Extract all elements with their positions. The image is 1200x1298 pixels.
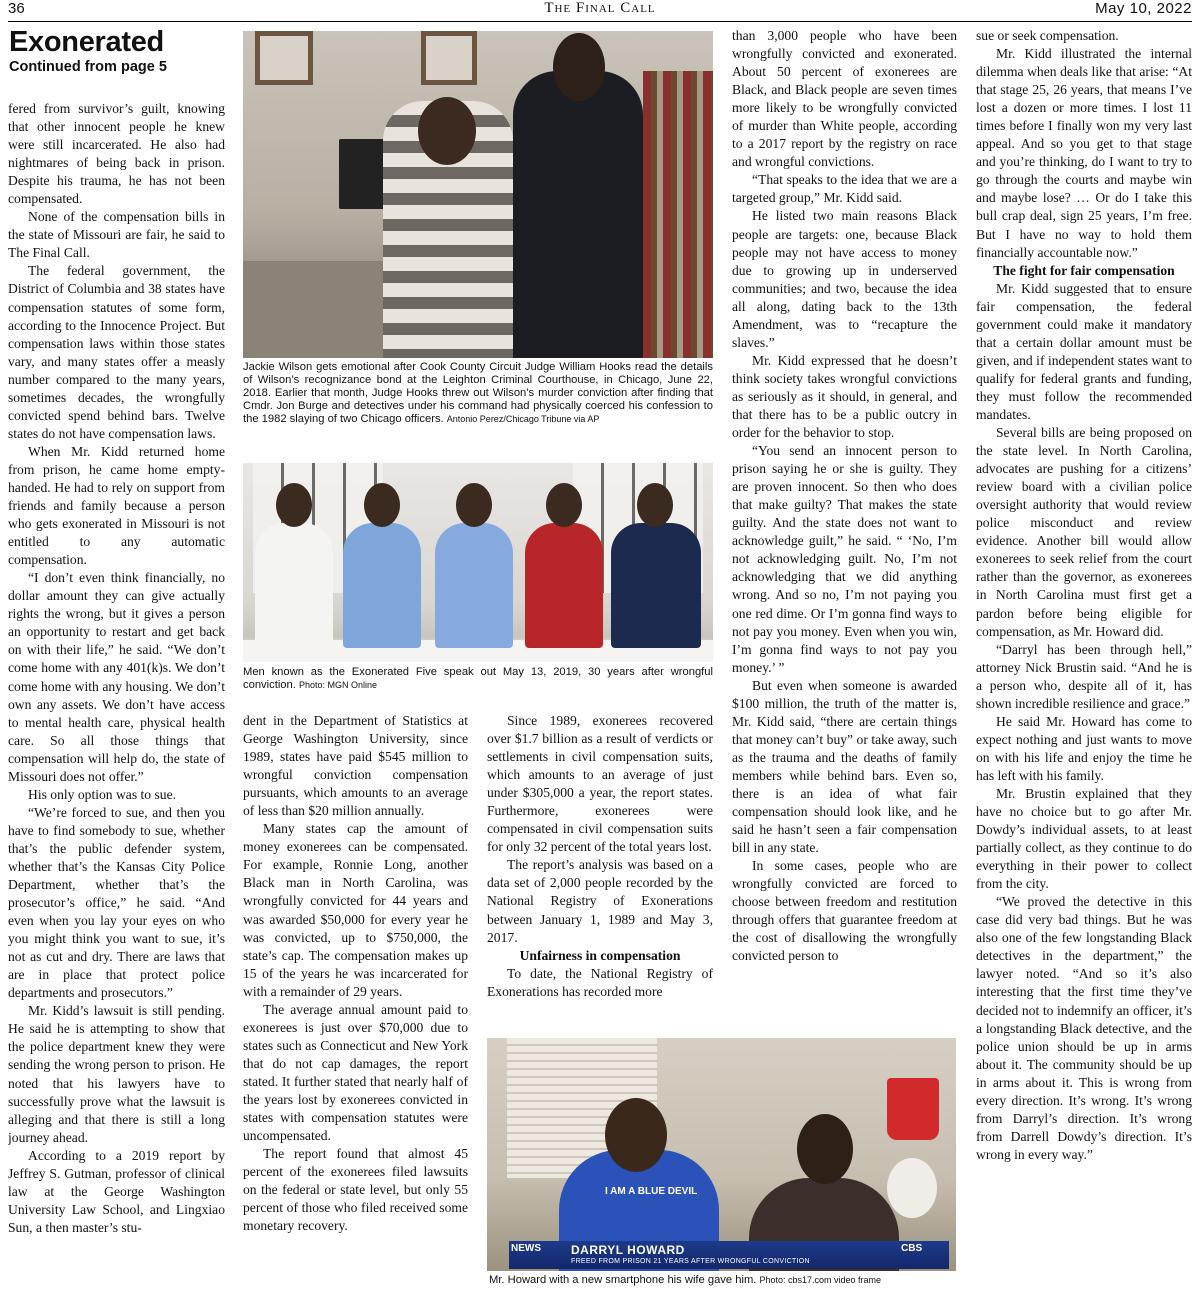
person: [525, 523, 603, 648]
article-column-2: [243, 712, 468, 1295]
officer-head: [553, 33, 605, 101]
photo1-caption: Jackie Wilson gets emotional after Cook County Circuit Judge William Hooks read the details of Wilson’s recognizance bond at the Leighton Criminal Courthouse, in Chicago, June 22, 2018. Earlier that month, Judge Hooks threw out Wilson’s murder conviction after finding that Cmdr. Jon Burge and detectives under his command had physically coerced his confession to the 1982 slaying of two Chicago officers. Antonio Perez/Chicago Tribune via AP: [243, 361, 713, 425]
page-header: [8, 0, 1192, 22]
paragraph: Many states cap the amount of money exonerees can be compensated. For example, Ronnie Long, another Black man in North Carolina, was wrongfully convicted for 44 years and was awarded $50,000 for every year he was convicted, up to $750,000, the state’s cap. The compensation makes up 15 of the years he was incarcerated for with a remainder of 29 years.: [243, 821, 468, 999]
paragraph: “You send an innocent person to prison saying he or she is guilty. They are proven innocent. So then who does that make guilty? That makes the state guilty. And the state does not want to acknowledge guilt,” he said. “ ‘No, I’m not acknowledging guilt. No, I’m not acknowledging that we did anything wrong. And so no, I’m not paying you one red dime. Or I’m gonna find ways to not pay you money. Even when you win, I’m gonna find ways to not pay you money.’ ”: [732, 443, 957, 675]
paragraph: The federal government, the District of Columbia and 38 states have compensation statutes of some form, according to the Innocence Project. But compensation laws within those states vary, and many states offer a measly number compared to the many years, sometimes decades, the wrongfully convicted spend behind bars. Twelve states do not have compensation laws.: [8, 263, 225, 441]
jackie-wilson-head: [418, 97, 476, 165]
exonerated-five-photo: [243, 463, 713, 662]
paragraph: But even when someone is awarded $100 million, the truth of the matter is, Mr. Kidd said, “there are certain things that money can’t buy” or take away, such as the trauma and the deaths of family members while behind bars. Even so, there is an idea of what fair compensation should look like, and he said he hasn’t seen a fair compensation bill in any state.: [732, 677, 957, 856]
paragraph: dent in the Department of Statistics at George Washington University, since 1989, states have paid $545 million to wrongful conviction compensation pursuants, which amounts to an average of less than $20 million annually.: [243, 713, 468, 819]
paragraph: None of the compensation bills in the state of Missouri are fair, he said to The Final Call.: [8, 209, 225, 261]
article-column-4: [732, 27, 957, 1023]
person-head: [364, 483, 400, 527]
paragraph: Since 1989, exonerees recovered over $1.7 billion as a result of verdicts or settlements in civil compensation suits, which amounts to an average of just under $305,000 a year, the report states. Furthermore, exonerees were compensated in civil compensation suits for only 32 percent of the total years lost.: [487, 713, 713, 855]
person: [255, 523, 333, 648]
cbs-logo: CBS: [901, 1243, 923, 1254]
paragraph: fered from survivor’s guilt, knowing that other innocent people he knew were still incarcerated. He also had nightmares of being back in prison. Despite his trauma, he has not been compensated.: [8, 101, 225, 207]
paragraph: Several bills are being proposed on the state level. In North Carolina, advocates are pushing for a citizens’ review board with a civilian police oversight authority that would review police misconduct and review evidence. Another bill would allow exonerees to seek relief from the court rather than the governor, as exonerees in North Carolina must first get a pardon before being eligible for compensation, as Mr. Howard did.: [976, 425, 1192, 639]
photo3-caption: Mr. Howard with a new smartphone his wife gave him. Photo: cbs17.com video frame: [489, 1274, 882, 1286]
person-head: [637, 483, 673, 527]
article-column-3: [487, 712, 713, 1024]
paragraph: Mr. Kidd illustrated the internal dilemma when deals like that arise: “At that stage 25, 26 years, that means I’ve lost a dozen or more times. I lost 11 times before I finally won my very last appeal. And so you get to that stage and you’re thinking, do I want to try to go through the courts and maybe win and maybe lose? … Or do I take this bull crap deal, sign 25 years, I’m free. But I have no way to hold them financially accountable now.”: [976, 46, 1192, 260]
shirt-text: I AM A BLUE DEVIL: [605, 1186, 698, 1197]
paragraph: “I don’t even think financially, no dollar amount they can give actually rights the wrong, but it gives a person an opportunity to restart and get back on with their life,” he said. “We don’t come home with any 401(k)s. We don’t come home with any housing. We don’t own any assets. We don’t have access to mental health care, physical health care. So all those things that compensation will help do, the state of Missouri does not offer.”: [8, 570, 225, 784]
paragraph: “Darryl has been through hell,” attorney Nick Brustin said. “And he is a person who, despite all of it, has shown incredible resilience and grace.”: [976, 641, 1192, 711]
bookshelf: [643, 71, 713, 358]
paragraph: than 3,000 people who have been wrongfully convicted and exonerated. About 50 percent of exonerees are Black, and Black people are seven times more likely to be wrongfully convicted of murder than White people, according to a 2017 report by the registry on race and wrongful convictions.: [732, 28, 957, 170]
paragraph: The report found that almost 45 percent of the exonerees filed lawsuits on the federal or state level, but only 55 percent of those who filed received some monetary recovery.: [243, 1146, 468, 1234]
news-logo: NEWS: [511, 1243, 541, 1254]
lower-third-name: DARRYL HOWARD: [571, 1243, 685, 1257]
photo2-caption: Men known as the Exonerated Five speak out May 13, 2019, 30 years after wrongful conviction. Photo: MGN Online: [243, 666, 713, 691]
lamp-shade: [887, 1078, 939, 1140]
paragraph: “We proved the detective in this case did very bad things. But he was also one of the few longstanding Black detectives in the department,” the lawyer noted. “And so it’s also interesting that the first time they’ve decided not to indemnify an officer, it’s a longstanding Black detective, and the police union should be up in arms about it. The community should be up in arms about it. This is wrong from every direction. It’s wrong. It’s wrong from Darryl’s direction. It’s wrong from Darrell Dowdy’s direction. It’s wrong in every way.”: [976, 894, 1192, 1162]
photo1-credit: Antonio Perez/Chicago Tribune via AP: [446, 414, 600, 424]
woman-head: [797, 1114, 853, 1184]
paragraph: “We’re forced to sue, and then you have to find somebody to sue, whether that’s the public defender system, whether that’s the Kansas City Police Department, whether that’s the prosecutor’s office,” he said. “And even when you lay your eyes on who you might think you want to sue, it’s not as cut and dry. There are laws that are in place that protect police departments and prosecutors.”: [8, 804, 225, 1001]
paragraph: Mr. Kidd suggested that to ensure fair compensation, the federal government could make it mandatory that a certain dollar amount must be given, and if independent states want to qualify for federal grants and funding, they must follow the recommended mandates.: [976, 280, 1192, 422]
paragraph: “That speaks to the idea that we are a targeted group,” Mr. Kidd said.: [732, 172, 957, 206]
paragraph: He listed two main reasons Black people are targets: one, because Black people may not have access to money due to growing up in underserved communities; and two, because the idea all along, dating back to the 13th Amendment, was to “recapture the slaves.”: [732, 208, 957, 350]
photo3-credit: Photo: cbs17.com video frame: [759, 1275, 882, 1285]
paragraph: sue or seek compensation.: [976, 28, 1119, 43]
jump-line: Continued from page 5: [9, 59, 167, 75]
paragraph: Mr. Kidd expressed that he doesn’t think society takes wrongful convictions as seriously as it should, in general, and that there has to be a public outcry in order for the behavior to stop.: [732, 352, 957, 441]
person: [343, 523, 421, 648]
paragraph: When Mr. Kidd returned home from prison, he came home empty-handed. He had to rely on support from friends and family because a person who gets exonerated in Missouri is not entitled to any automatic compensation.: [8, 443, 225, 568]
paragraph: Mr. Brustin explained that they have no choice but to go after Mr. Dowdy’s individual assets, to at least partially collect, as they continue to do everything in their power to collect from the city.: [976, 785, 1192, 892]
man-head: [605, 1098, 667, 1172]
page-number: 36: [8, 0, 25, 17]
subheading: Unfairness in compensation: [519, 947, 681, 963]
paragraph: The report’s analysis was based on a data set of 2,000 people recorded by the National Registry of Exonerations between January 1, 1989 and May 3, 2017.: [487, 857, 713, 945]
person-head: [456, 483, 492, 527]
portrait-frame: [255, 31, 313, 85]
issue-date: May 10, 2022: [1095, 0, 1192, 17]
lamp-base: [887, 1158, 937, 1218]
subheading: The fight for fair compensation: [993, 262, 1175, 278]
person: [611, 523, 701, 648]
person-head: [546, 483, 582, 527]
person: [435, 523, 513, 648]
darryl-howard-photo: [487, 1038, 956, 1271]
person-head: [276, 483, 312, 527]
paragraph: Mr. Kidd’s lawsuit is still pending. He said he is attempting to show that the police department knew they were sending the wrong person to prison. He noted that his lawyers have to successfully prove what the lawsuit is alleging and that there is still a long journey ahead.: [8, 1003, 225, 1145]
article-column-5: [976, 27, 1192, 1295]
photo2-credit: Photo: MGN Online: [298, 680, 378, 690]
courthouse-photo: [243, 31, 713, 358]
paragraph: To date, the National Registry of Exonerations has recorded more: [487, 965, 713, 999]
lower-third-subtitle: FREED FROM PRISON 21 YEARS AFTER WRONGFUL CONVICTION: [571, 1258, 810, 1265]
officer-figure: [513, 71, 643, 358]
paragraph: His only option was to sue.: [28, 786, 177, 802]
paragraph: In some cases, people who are wrongfully convicted are forced to choose between freedom and restitution through offers that guarantee freedom at the cost of disallowing the wrongfully convicted person to: [732, 858, 957, 964]
paragraph: He said Mr. Howard has come to expect nothing and just wants to move on with his life and enjoy the time he has left with his family.: [976, 713, 1192, 783]
paragraph: According to a 2019 report by Jeffrey S. Gutman, professor of clinical law at the George Washington University Law School, and Lingxiao Sun, a then master’s stu-: [8, 1147, 225, 1235]
portrait-frame: [421, 31, 477, 85]
article-headline: Exonerated: [9, 26, 164, 58]
article-column-1: [8, 100, 225, 1295]
publication-name: The Final Call: [544, 0, 656, 16]
paragraph: The average annual amount paid to exonerees is just over $70,000 due to states such as Connecticut and New York that do not cap damages, the report stated. It further stated that nearly half of the years lost by exonerees convicted in states with compensation statutes were uncompensated.: [243, 1001, 468, 1144]
